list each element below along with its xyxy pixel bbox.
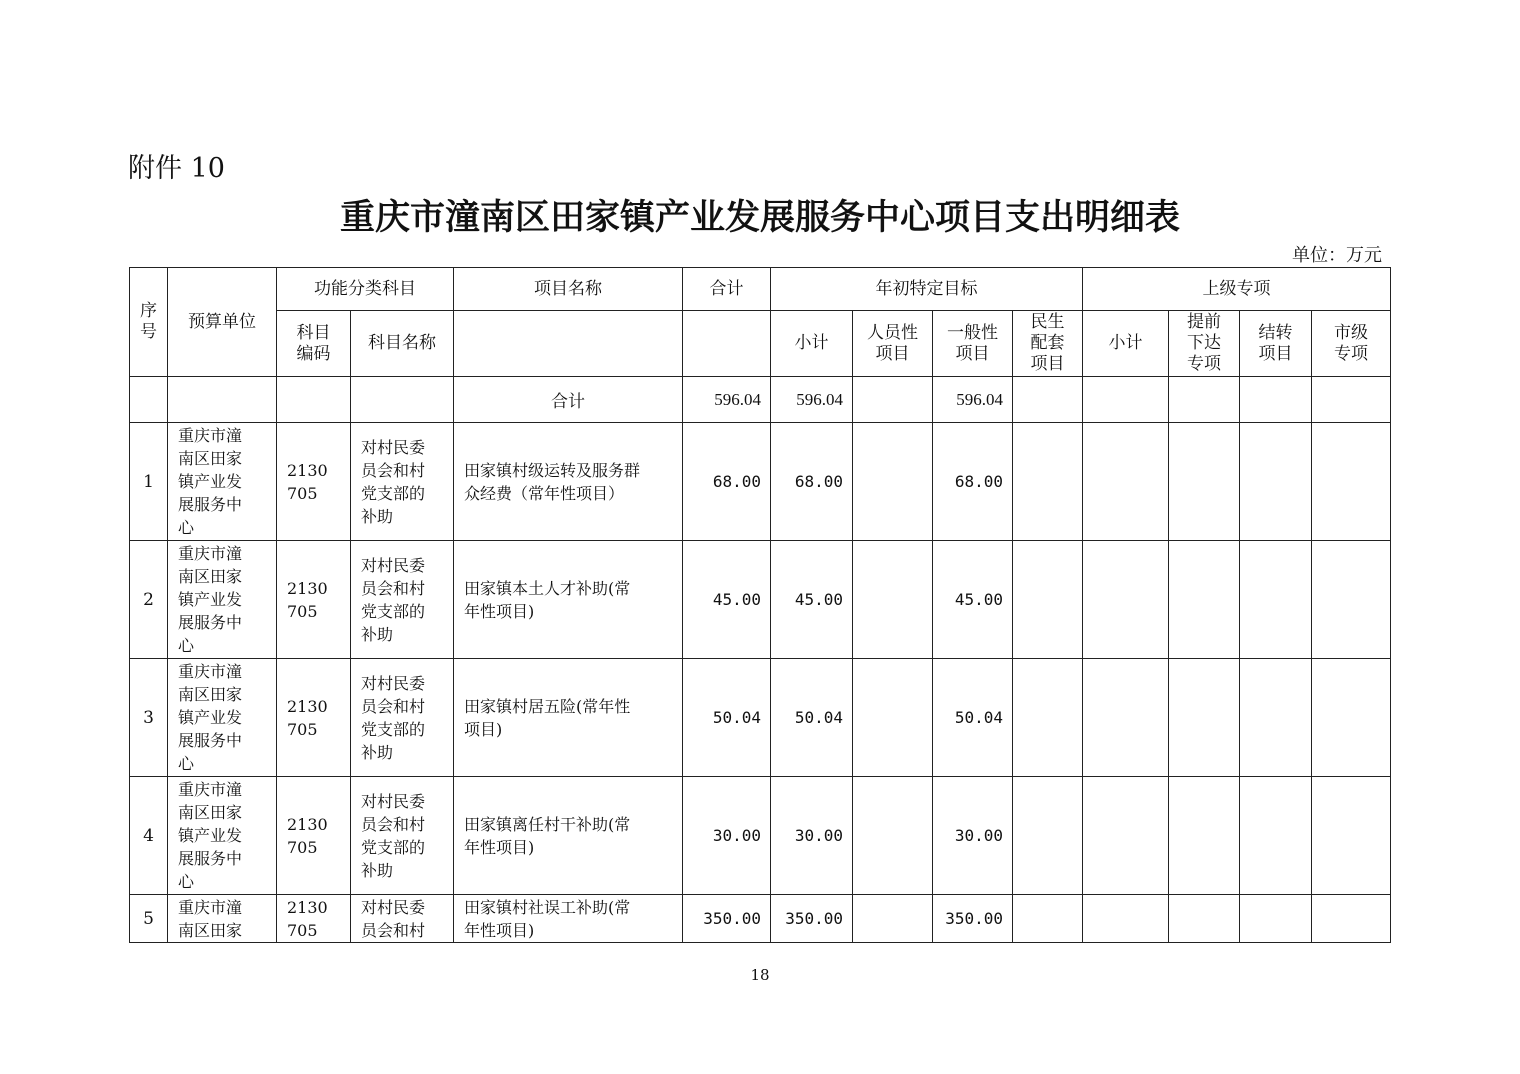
row-livelihood	[1013, 541, 1083, 659]
row-project: 田家镇村居五险(常年性项目)	[454, 659, 683, 777]
row-carryover	[1240, 659, 1312, 777]
table-row	[130, 541, 1391, 659]
row-sup-subtotal	[1083, 659, 1169, 777]
table-row	[130, 659, 1391, 777]
header-unit: 预算单位	[168, 268, 277, 377]
row-code: 2130705	[277, 659, 351, 777]
row-subject: 对村民委员会和村党支部的补助	[351, 541, 454, 659]
row-municipal	[1312, 541, 1391, 659]
row-seq: 2	[130, 541, 168, 659]
row-unit: 重庆市潼南区田家镇产业发展服务中心	[168, 423, 277, 541]
row-general: 30.00	[933, 777, 1013, 895]
row-carryover	[1240, 895, 1312, 943]
row-total: 30.00	[683, 777, 771, 895]
header-advance: 提前下达专项	[1169, 311, 1240, 377]
table-body	[130, 423, 1391, 943]
header-carryover: 结转项目	[1240, 311, 1312, 377]
header-subject-name: 科目名称	[351, 311, 454, 377]
row-project: 田家镇村社误工补助(常年性项目)	[454, 895, 683, 943]
row-subject: 对村民委员会和村党支部的补助	[351, 423, 454, 541]
row-advance	[1169, 423, 1240, 541]
header-subtotal: 小计	[771, 311, 853, 377]
total-row	[130, 377, 1391, 423]
row-personnel	[853, 541, 933, 659]
row-code: 2130705	[277, 895, 351, 943]
header-project-name-blank	[454, 311, 683, 377]
row-municipal	[1312, 895, 1391, 943]
row-code: 2130705	[277, 541, 351, 659]
header-superior: 上级专项	[1083, 268, 1391, 311]
row-general: 68.00	[933, 423, 1013, 541]
row-seq: 1	[130, 423, 168, 541]
row-total: 350.00	[683, 895, 771, 943]
row-seq: 3	[130, 659, 168, 777]
row-advance	[1169, 541, 1240, 659]
row-carryover	[1240, 423, 1312, 541]
row-total: 45.00	[683, 541, 771, 659]
row-subtotal: 350.00	[771, 895, 853, 943]
row-project: 田家镇村级运转及服务群众经费（常年性项目）	[454, 423, 683, 541]
row-advance	[1169, 895, 1240, 943]
row-personnel	[853, 895, 933, 943]
attachment-label: 附件 10	[128, 153, 225, 184]
page-title: 重庆市潼南区田家镇产业发展服务中心项目支出明细表	[339, 198, 1180, 238]
total-subtotal: 596.04	[771, 377, 853, 423]
row-subtotal: 50.04	[771, 659, 853, 777]
row-personnel	[853, 423, 933, 541]
row-total: 50.04	[683, 659, 771, 777]
total-amount: 596.04	[683, 377, 771, 423]
row-carryover	[1240, 777, 1312, 895]
row-subject: 对村民委员会和村	[351, 895, 454, 943]
row-municipal	[1312, 659, 1391, 777]
row-project: 田家镇离任村干补助(常年性项目)	[454, 777, 683, 895]
row-subtotal: 45.00	[771, 541, 853, 659]
row-project: 田家镇本土人才补助(常年性项目)	[454, 541, 683, 659]
header-livelihood: 民生配套项目	[1013, 311, 1083, 377]
row-advance	[1169, 659, 1240, 777]
header-total-blank	[683, 311, 771, 377]
header-seq: 序号	[130, 268, 168, 377]
unit-label: 单位：万元	[1292, 245, 1382, 266]
table-row	[130, 423, 1391, 541]
expenditure-table	[129, 267, 1391, 943]
row-general: 50.04	[933, 659, 1013, 777]
row-livelihood	[1013, 659, 1083, 777]
header-general: 一般性项目	[933, 311, 1013, 377]
row-personnel	[853, 659, 933, 777]
row-code: 2130705	[277, 777, 351, 895]
page-number: 18	[750, 966, 770, 984]
header-sup-subtotal: 小计	[1083, 311, 1169, 377]
row-sup-subtotal	[1083, 777, 1169, 895]
row-personnel	[853, 777, 933, 895]
row-seq: 5	[130, 895, 168, 943]
row-livelihood	[1013, 895, 1083, 943]
header-personnel: 人员性项目	[853, 311, 933, 377]
row-subtotal: 30.00	[771, 777, 853, 895]
row-code: 2130705	[277, 423, 351, 541]
header-total: 合计	[683, 268, 771, 311]
row-unit: 重庆市潼南区田家	[168, 895, 277, 943]
table-row	[130, 777, 1391, 895]
row-general: 350.00	[933, 895, 1013, 943]
row-advance	[1169, 777, 1240, 895]
row-livelihood	[1013, 423, 1083, 541]
row-unit: 重庆市潼南区田家镇产业发展服务中心	[168, 659, 277, 777]
row-municipal	[1312, 423, 1391, 541]
header-annual-target: 年初特定目标	[771, 268, 1083, 311]
row-seq: 4	[130, 777, 168, 895]
total-label: 合计	[454, 377, 683, 423]
row-unit: 重庆市潼南区田家镇产业发展服务中心	[168, 541, 277, 659]
row-municipal	[1312, 777, 1391, 895]
table-row	[130, 895, 1391, 943]
row-subtotal: 68.00	[771, 423, 853, 541]
total-general: 596.04	[933, 377, 1013, 423]
row-general: 45.00	[933, 541, 1013, 659]
row-carryover	[1240, 541, 1312, 659]
row-unit: 重庆市潼南区田家镇产业发展服务中心	[168, 777, 277, 895]
header-project-name: 项目名称	[454, 268, 683, 311]
row-sup-subtotal	[1083, 423, 1169, 541]
row-livelihood	[1013, 777, 1083, 895]
header-subject-code: 科目编码	[277, 311, 351, 377]
row-total: 68.00	[683, 423, 771, 541]
row-subject: 对村民委员会和村党支部的补助	[351, 777, 454, 895]
row-subject: 对村民委员会和村党支部的补助	[351, 659, 454, 777]
header-municipal: 市级专项	[1312, 311, 1391, 377]
row-sup-subtotal	[1083, 541, 1169, 659]
header-func-class: 功能分类科目	[277, 268, 454, 311]
row-sup-subtotal	[1083, 895, 1169, 943]
